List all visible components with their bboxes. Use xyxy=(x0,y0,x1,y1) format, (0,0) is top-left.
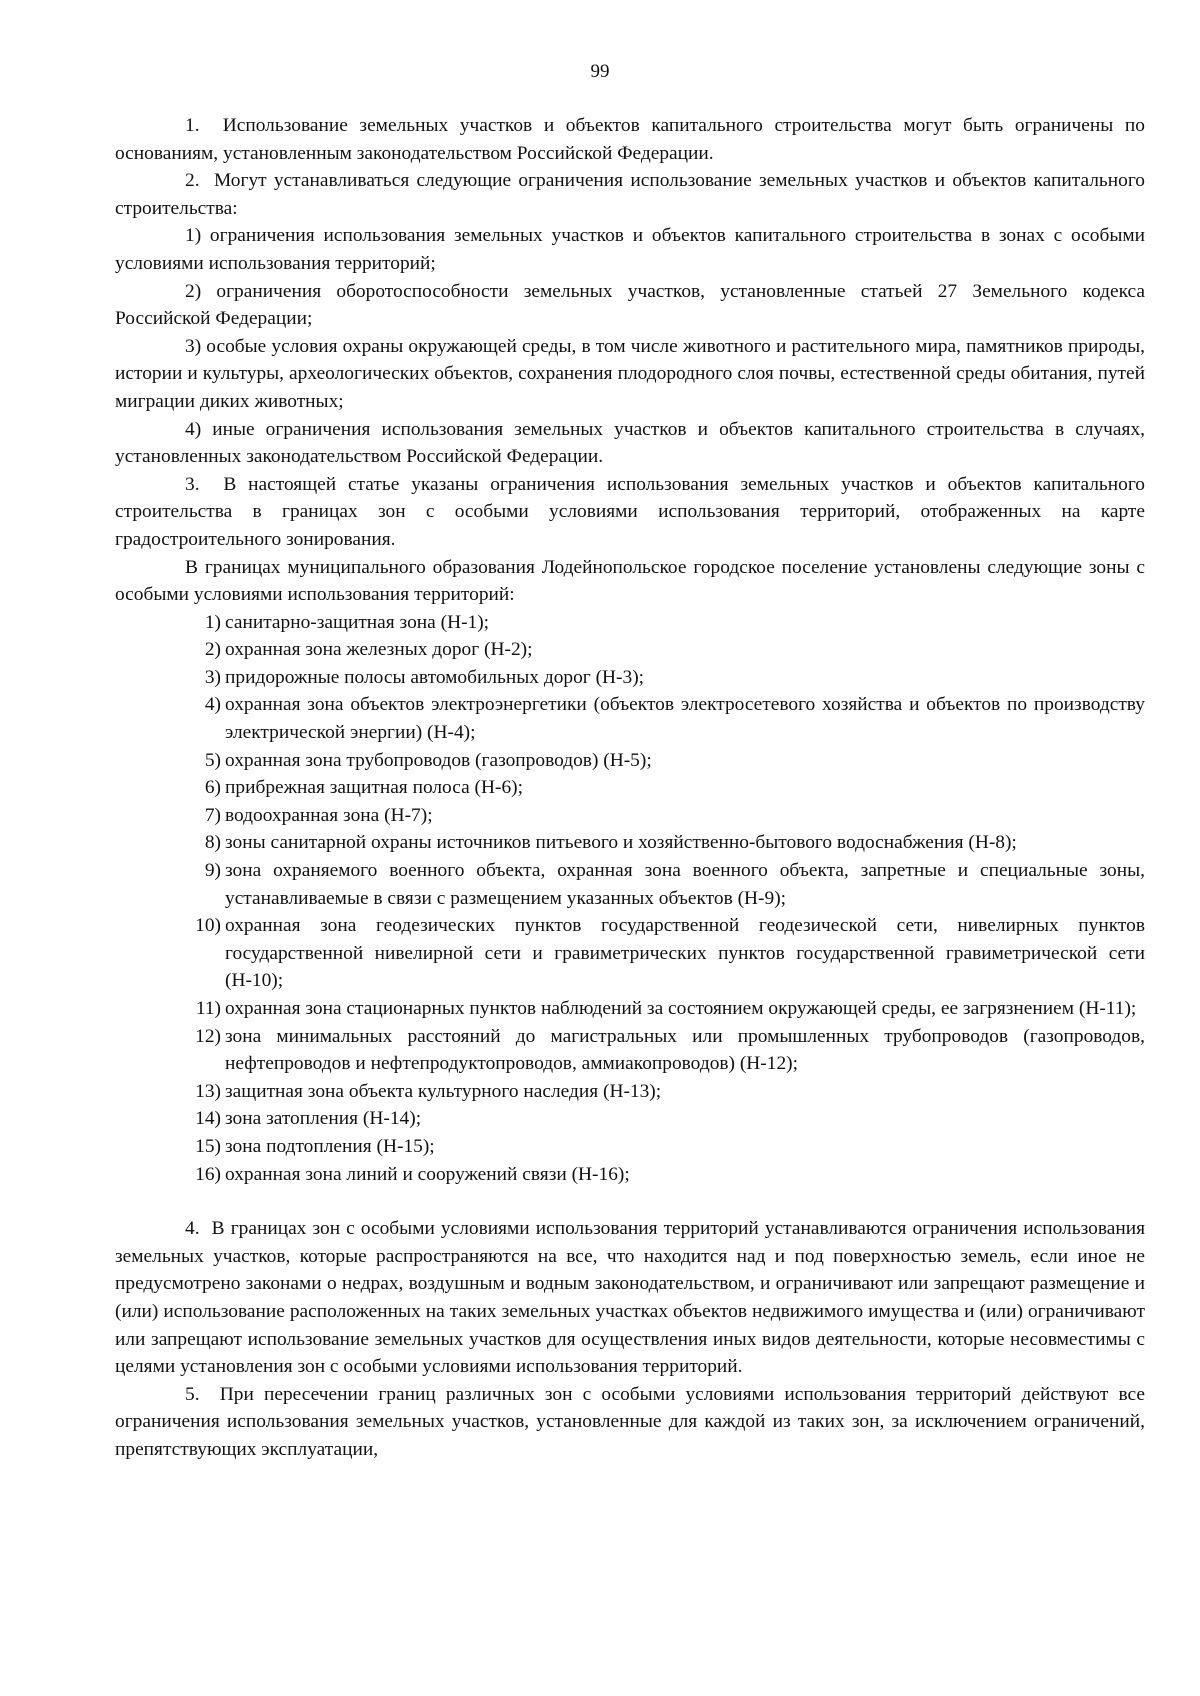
list-item xyxy=(185,774,1145,802)
list-item-text: охранная зона геодезических пунктов государственной геодезической сети, нивелирных пунктов государственной нивелирной сети и гравиметрических пунктов государственной гравиметрической сети (Н-10); xyxy=(225,915,1145,992)
restriction-item-4: 4) иные ограничения использования земельных участков и объектов капитального строительства в случаях, установленных законодательством Российской Федерации. xyxy=(115,418,1145,468)
list-item-text: зона затопления (Н-14); xyxy=(225,1108,422,1130)
paragraph-1: 1. Использование земельных участков и объектов капитального строительства могут быть ограничены по основаниям, установленным законодательством Российской Федерации. xyxy=(115,115,1145,164)
document-body xyxy=(115,112,1145,1464)
list-item-number: 13) xyxy=(195,1080,221,1102)
list-item-number: 4) xyxy=(204,694,221,716)
list-item-text: охранная зона объектов электроэнергетики (объектов электросетевого хозяйства и объектов по производству электрической энергии) (Н-4); xyxy=(225,694,1145,744)
list-item-number: 6) xyxy=(204,777,221,799)
list-item xyxy=(185,829,1145,857)
list-item xyxy=(185,691,1145,746)
list-item-text: санитарно-защитная зона (Н-1); xyxy=(225,611,490,633)
list-item-number: 12) xyxy=(195,1025,221,1047)
list-item xyxy=(185,1133,1145,1161)
list-item-text: водоохранная зона (Н-7); xyxy=(225,804,433,826)
list-item-number: 5) xyxy=(204,749,221,771)
list-item xyxy=(185,636,1145,664)
list-item-number: 2) xyxy=(204,639,221,661)
paragraph-spacer xyxy=(115,1188,1145,1215)
paragraph-3: 3. В настоящей статье указаны ограничения использования земельных участков и объектов капитального строительства в границах зон с особыми условиями использования территорий, отображенных на карте градостроительного зонирования. xyxy=(115,473,1145,550)
list-item xyxy=(185,857,1145,912)
list-item-text: зона подтопления (Н-15); xyxy=(225,1135,435,1157)
list-item-number: 16) xyxy=(195,1163,221,1185)
list-item-number: 11) xyxy=(195,998,221,1019)
list-item xyxy=(185,1105,1145,1133)
list-item-text: зона минимальных расстояний до магистральных или промышленных трубопроводов (газопроводов, нефтепроводов и нефтепродуктопроводов, аммиакопроводов) (Н-12); xyxy=(225,1025,1145,1075)
list-item-text: охранная зона железных дорог (Н-2); xyxy=(225,639,533,661)
zones-list xyxy=(115,609,1145,1188)
list-item-text: охранная зона трубопроводов (газопроводов) (Н-5); xyxy=(225,749,652,771)
list-item-number: 3) xyxy=(204,666,221,688)
list-item-text: защитная зона объекта культурного наследия (Н-13); xyxy=(225,1080,662,1102)
list-item xyxy=(185,995,1145,1023)
list-item xyxy=(185,1078,1145,1106)
paragraph-2: 2. Могут устанавливаться следующие ограничения использование земельных участков и объектов капитального строительства: xyxy=(115,170,1145,219)
list-item-number: 15) xyxy=(195,1135,221,1157)
restriction-item-2: 2) ограничения оборотоспособности земельных участков, установленные статьей 27 Земельного кодекса Российской Федерации; xyxy=(115,280,1145,330)
page-number: 99 xyxy=(590,61,610,82)
list-item-text: зона охраняемого военного объекта, охранная зона военного объекта, запретные и специальные зоны, устанавливаемые в связи с размещением указанных объектов (Н-9); xyxy=(225,860,1145,909)
list-item xyxy=(185,609,1145,637)
list-item-number: 7) xyxy=(204,804,221,826)
restriction-item-3: 3) особые условия охраны окружающей среды, в том числе животного и растительного мира, памятников природы, истории и культуры, археологических объектов, сохранения плодородного слоя почвы, естественной среды обитания, путей миграции диких животных; xyxy=(115,335,1145,412)
list-item xyxy=(185,747,1145,775)
list-item xyxy=(185,664,1145,692)
paragraph-5: 5. При пересечении границ различных зон с особыми условиями использования территорий действуют все ограничения использования земельных участков, установленные для каждой из таких зон, за исключением ограничений, препятствующих эксплуатации, xyxy=(115,1383,1145,1460)
list-item-text: придорожные полосы автомобильных дорог (Н-3); xyxy=(225,666,645,688)
list-item xyxy=(185,1161,1145,1189)
list-item-number: 10) xyxy=(195,915,221,937)
list-item-number: 14) xyxy=(195,1108,221,1130)
list-item xyxy=(185,1023,1145,1078)
list-item-text: охранная зона линий и сооружений связи (Н-16); xyxy=(225,1163,630,1185)
list-item xyxy=(185,912,1145,995)
zones-intro: В границах муниципального образования Лодейнопольское городское поселение установлены следующие зоны с особыми условиями использования территорий: xyxy=(115,556,1145,606)
list-item-number: 8) xyxy=(204,832,221,854)
paragraph-4: 4. В границах зон с особыми условиями использования территорий устанавливаются ограничения использования земельных участков, которые распространяются на все, что находится над и под поверхностью земель, если иное не предусмотрено законами о недрах, воздушным и водным законодательством, и ограничивают или запрещают размещение и (или) использование расположенных на таких земельных участках объектов недвижимого имущества и (или) ограничивают или запрещают использование земельных участков для осуществления иных видов деятельности, которые несовместимы с целями установления зон с особыми условиями использования территорий. xyxy=(115,1218,1145,1378)
list-item-number: 1) xyxy=(204,611,221,633)
restriction-item-1: 1) ограничения использования земельных участков и объектов капитального строительства в зонах с особыми условиями использования территорий; xyxy=(115,225,1145,274)
list-item-number: 9) xyxy=(204,860,221,882)
list-item-text: прибрежная защитная полоса (Н-6); xyxy=(225,777,523,799)
list-item-text: зоны санитарной охраны источников питьевого и хозяйственно-бытового водоснабжения (Н-8); xyxy=(225,832,1017,854)
list-item xyxy=(185,802,1145,830)
list-item-text: охранная зона стационарных пунктов наблюдений за состоянием окружающей среды, ее загрязнением (Н-11); xyxy=(225,998,1137,1019)
